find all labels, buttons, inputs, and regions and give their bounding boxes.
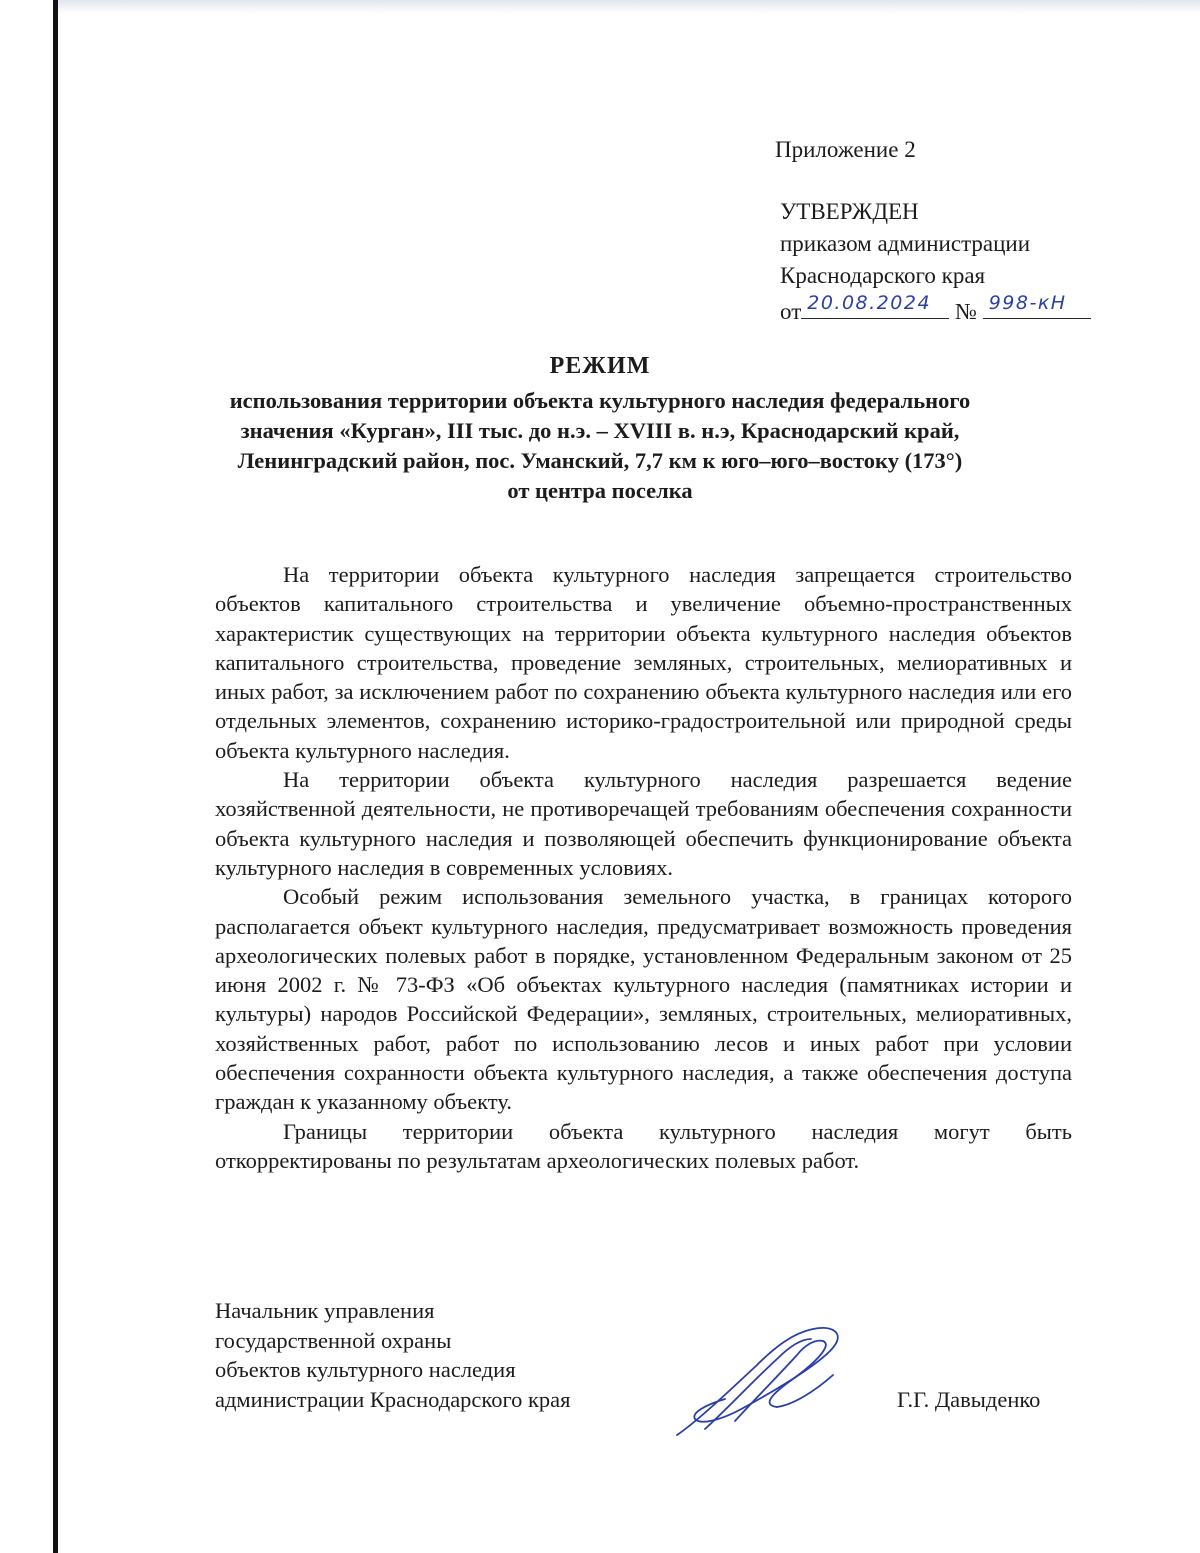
title-line: использования территории объекта культурного наследия федерального [229,388,971,413]
title-main: РЕЖИМ [549,353,651,379]
position-line: администрации Краснодарского края [215,1386,571,1412]
signatory-position [215,1296,571,1414]
paragraph-special-regime: Особый режим использования земельного участка, в границах которого располагается объект культурного наследия, предусматривает возможность проведения археологических полевых работ в порядке, установленном Федеральным законом от 25 июня 2002 г. № 73-ФЗ «Об объектах культурного наследия (памятниках истории и культуры) народов Российской Федерации», земляных, строительных, мелиоративных, хозяйственных работ, работ по использованию лесов и иных работ при условии обеспечения сохранности объекта культурного наследия, а также обеспечения доступа граждан к указанному объекту. [215,884,1072,1115]
paragraph-prohibitions: На территории объекта культурного наследия запрещается строительство объектов капитального строительства и увеличение объемно-пространственных характеристик существующих на территории объекта культурного наследия объектов капитального строительства, проведение земляных, строительных, мелиоративных и иных работ, за исключением работ по сохранению объекта культурного наследия или его отдельных элементов, сохранению историко-градостроительной или природной среды объекта культурного наследия. [215,562,1072,763]
approval-line-1: приказом администрации [780,231,1031,256]
approval-line-2: Краснодарского края [780,263,986,288]
number-field [983,292,1091,319]
paragraph-permissions: На территории объекта культурного наследия разрешается ведение хозяйственной деятельности, не противоречащей требованиям обеспечения сохранности объекта культурного наследия и позволяющей обеспечить функционирование объекта культурного наследия в современных условиях. [215,767,1072,880]
position-line: государственной охраны [215,1327,452,1353]
date-prefix: от [780,299,802,324]
handwritten-signature-icon [665,1325,865,1445]
position-line: Начальник управления [215,1298,435,1323]
approval-stamp: УТВЕРЖДЕН [780,199,919,224]
title-line: значения «Курган», III тыс. до н.э. – XVIII в. н.э, Краснодарский край, [240,418,960,443]
document-body [215,560,1072,1175]
scan-edge-top [58,0,1200,14]
title-line: от центра поселка [507,478,693,503]
position-line: объектов культурного наследия [215,1357,516,1382]
annex-label: Приложение 2 [775,137,916,162]
handwritten-date: 20.08.2024 [807,292,932,314]
title-subtitle [180,386,1020,506]
scan-edge-left [53,0,58,1553]
document-title [180,350,1020,506]
paragraph-boundaries: Границы территории объекта культурного наследия могут быть откорректированы по результатам археологических полевых работ. [215,1118,1072,1173]
number-prefix: № [955,299,977,324]
title-line: Ленинградский район, пос. Уманский, 7,7 км к юго–юго–востоку (173°) [237,448,963,473]
approval-date-line [780,292,1091,328]
date-field [801,292,949,319]
handwritten-number: 998-кН [988,292,1067,314]
approval-block [780,196,1091,328]
signer-name: Г.Г. Давыденко [897,1387,1041,1412]
